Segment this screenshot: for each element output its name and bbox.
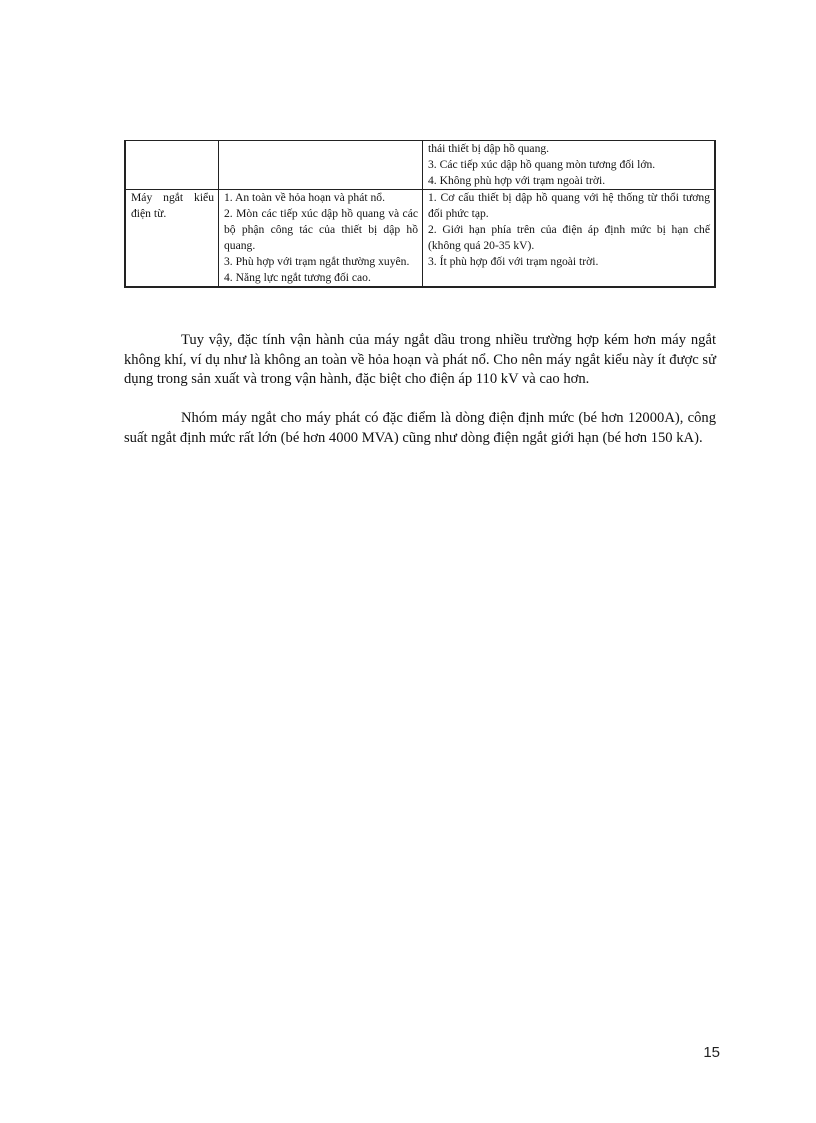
comparison-table bbox=[124, 140, 716, 288]
list-item: 2. Giới hạn phía trên của điện áp định mức bị hạn chế (không quá 20-35 kV). bbox=[428, 223, 710, 252]
list-item: 4. Năng lực ngắt tương đối cao. bbox=[224, 271, 371, 284]
body-paragraph: Nhóm máy ngắt cho máy phát có đặc điểm là dòng điện định mức (bé hơn 12000A), công suất ngắt định mức rất lớn (bé hơn 4000 MVA) cũng như dòng điện ngắt giới hạn (bé hơn 150 kA). bbox=[124, 410, 716, 446]
body-paragraph: Tuy vậy, đặc tính vận hành của máy ngắt dầu trong nhiều trường hợp kém hơn máy ngắt không khí, ví dụ như là không an toàn về hỏa hoạn và phát nổ. Cho nên máy ngắt kiểu này ít được sử dụng trong sản xuất và trong vận hành, đặc biệt cho điện áp 110 kV và cao hơn. bbox=[124, 332, 716, 387]
list-item: 2. Mòn các tiếp xúc dập hồ quang và các bộ phận công tác của thiết bị dập hồ quang. bbox=[224, 207, 418, 252]
list-item: 1. Cơ cấu thiết bị dập hồ quang với hệ thống từ thổi tương đối phức tạp. bbox=[428, 191, 710, 220]
list-item: 3. Phù hợp với trạm ngắt thường xuyên. bbox=[224, 255, 410, 268]
disadvantages-cell bbox=[423, 190, 716, 288]
table-row bbox=[125, 141, 715, 190]
breaker-type-cell: Máy ngắt kiểu điện từ. bbox=[125, 190, 219, 288]
advantages-cell bbox=[219, 141, 423, 190]
list-item: 4. Không phù hợp với trạm ngoài trời. bbox=[428, 174, 606, 187]
list-item: 1. An toàn về hỏa hoạn và phát nổ. bbox=[224, 191, 385, 204]
list-item: 3. Ít phù hợp đối với trạm ngoài trời. bbox=[428, 255, 599, 268]
list-item: 3. Các tiếp xúc dập hồ quang mòn tương đối lớn. bbox=[428, 158, 656, 171]
page-number: 15 bbox=[703, 1044, 720, 1061]
disadvantages-cell bbox=[423, 141, 716, 190]
advantages-cell bbox=[219, 190, 423, 288]
table-row bbox=[125, 190, 715, 288]
list-item: thái thiết bị dập hồ quang. bbox=[428, 142, 550, 155]
breaker-type-cell bbox=[125, 141, 219, 190]
